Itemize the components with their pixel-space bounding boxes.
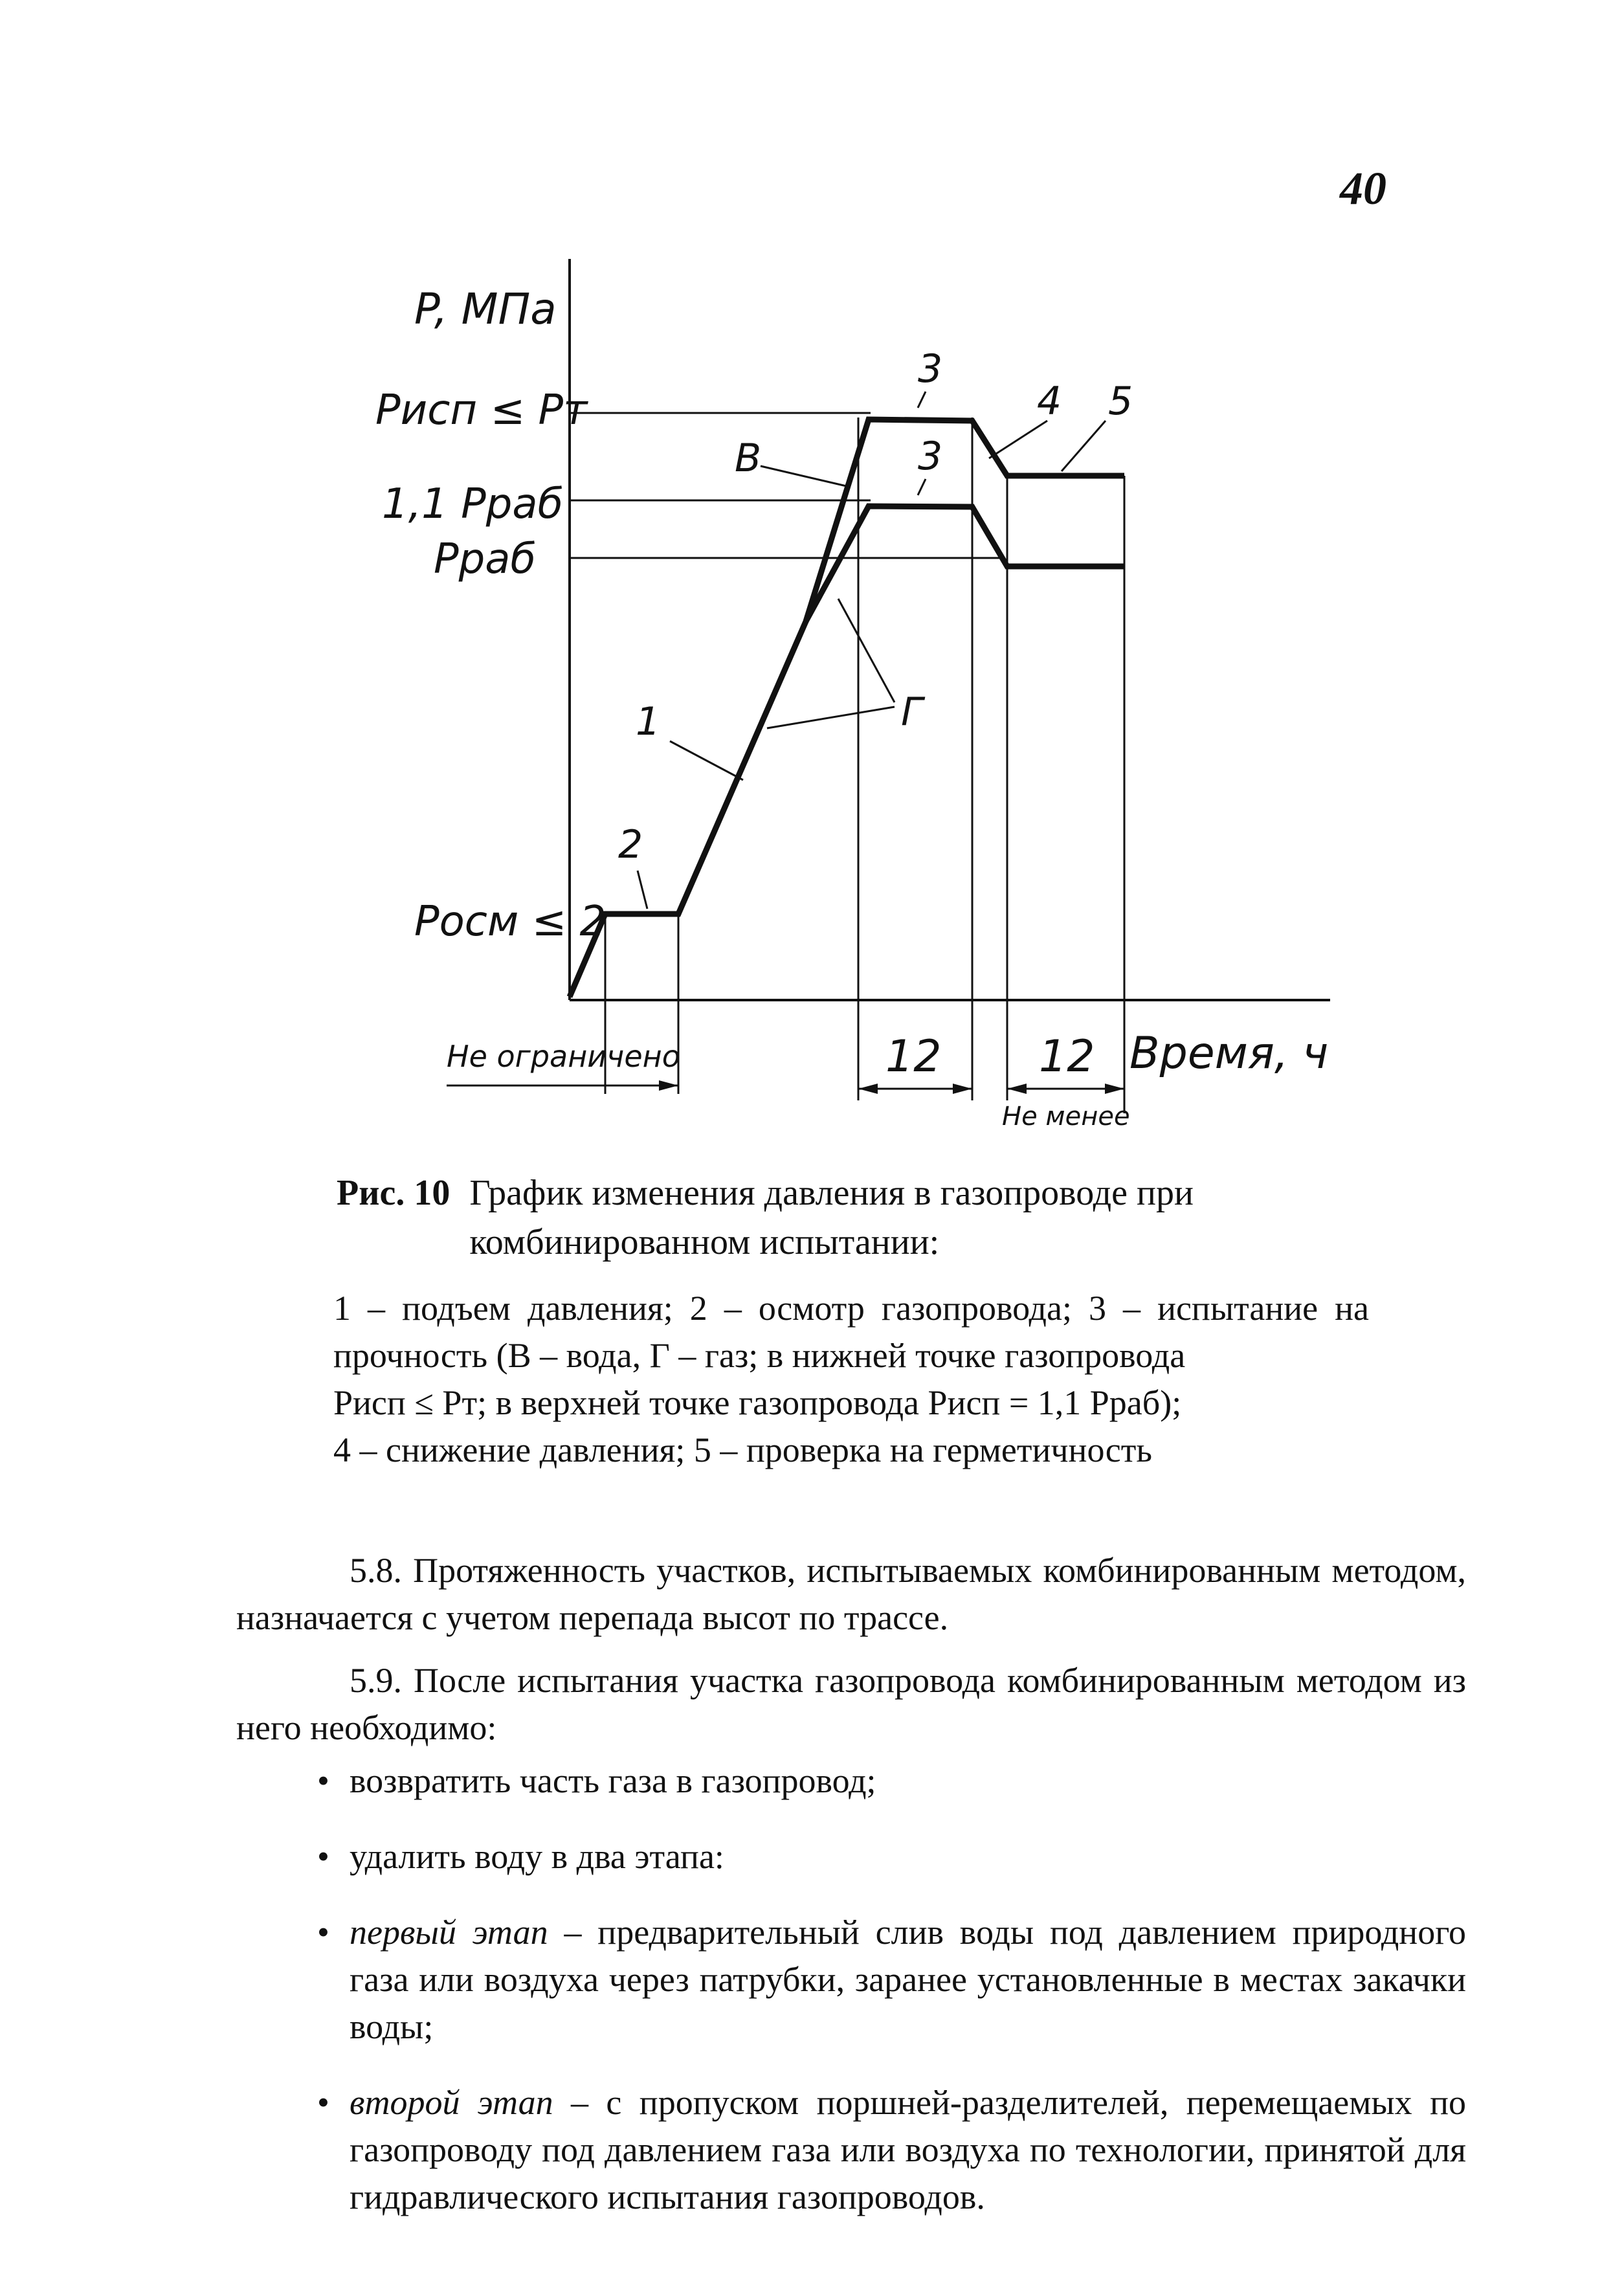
y-label-p-rab: Pраб [434, 535, 536, 583]
leader-2 [638, 871, 647, 909]
caption-number: Рис. 10 [337, 1173, 450, 1213]
interval-label-12b: 12 [1039, 1031, 1095, 1082]
caption-title: График изменения давления в газопроводе при комбинированном испытании: [469, 1173, 1194, 1262]
list-item-text: удалить воду в два этапа: [350, 1837, 724, 1876]
callout-4: 4 [1037, 379, 1062, 424]
x-axis-label: Время, ч [1129, 1028, 1329, 1079]
callout-2: 2 [618, 822, 643, 867]
interval-label-not-limited: Не ограничено [447, 1039, 680, 1074]
leader-v [761, 466, 849, 487]
arrow-not-limited [659, 1080, 678, 1091]
paragraph-5-9: 5.9. После испытания участка газопровода комбинированным методом из него необходимо: [236, 1661, 1466, 1747]
list-item-term: первый этап [350, 1913, 548, 1952]
interval-label-not-less: Не менее [1002, 1102, 1130, 1131]
callout-3-top: 3 [918, 346, 943, 392]
removal-steps-list [350, 1757, 1466, 2249]
legend-line-1: 1 – подъем давления; 2 – осмотр газопровода; 3 – испытание на прочность (В – вода, Г – газ; в нижней точке газопровода [333, 1289, 1369, 1375]
arrow-12a-right [953, 1084, 972, 1094]
list-item [350, 1757, 1466, 1805]
list-item-text: – предварительный слив воды под давлением природного газа или воздуха через патрубки, заранее установленные в местах закачки воды; [350, 1913, 1467, 2046]
y-label-p-11rab: 1,1 Pраб [382, 480, 564, 528]
page-number: 40 [1340, 162, 1386, 214]
legend-line-2: Pисп ≤ Pт; в верхней точке газопровода Pисп = 1,1 Pраб); [333, 1383, 1182, 1422]
interval-label-12a: 12 [885, 1031, 942, 1082]
arrow-12b-left [1007, 1084, 1027, 1094]
leader-3-mid [918, 479, 926, 495]
y-label-p-isp: Pисп ≤ Pт [375, 386, 588, 434]
leader-5 [1062, 421, 1106, 471]
paragraph-5-8: 5.8. Протяженность участков, испытываемых комбинированным методом, назначается с учетом перепада высот по трассе. [236, 1551, 1466, 1637]
list-item [350, 1909, 1466, 2051]
arrow-12a-left [858, 1084, 878, 1094]
list-item-term: второй этап [350, 2083, 553, 2122]
callout-1: 1 [636, 699, 661, 744]
leader-1 [670, 741, 743, 780]
figure-caption [337, 1168, 1372, 1267]
y-label-p-osm: Pосм ≤ 2 [414, 898, 606, 946]
arrow-12b-right [1105, 1084, 1124, 1094]
legend-line-3: 4 – снижение давления; 5 – проверка на герметичность [333, 1431, 1152, 1469]
figure-legend [333, 1285, 1369, 1474]
leader-g1 [838, 599, 895, 702]
leader-4 [989, 421, 1047, 458]
list-item [350, 1833, 1466, 1880]
callout-g: Г [901, 689, 923, 735]
y-axis-label: P, МПа [414, 284, 557, 334]
callout-5: 5 [1108, 379, 1133, 424]
list-item-text: – с пропуском поршней-разделителей, перемещаемых по газопроводу под давлением газа или воздуха по технологии, принятой для гидравлического испытания газопроводов. [350, 2083, 1466, 2216]
leader-g2 [767, 707, 895, 728]
list-item-text: возвратить часть газа в газопровод; [350, 1761, 876, 1800]
callout-3-mid: 3 [918, 434, 943, 479]
leader-3-top [918, 392, 926, 408]
list-item [350, 2079, 1466, 2221]
pressure-curve-gas [806, 506, 1124, 621]
callout-v: В [735, 436, 762, 481]
